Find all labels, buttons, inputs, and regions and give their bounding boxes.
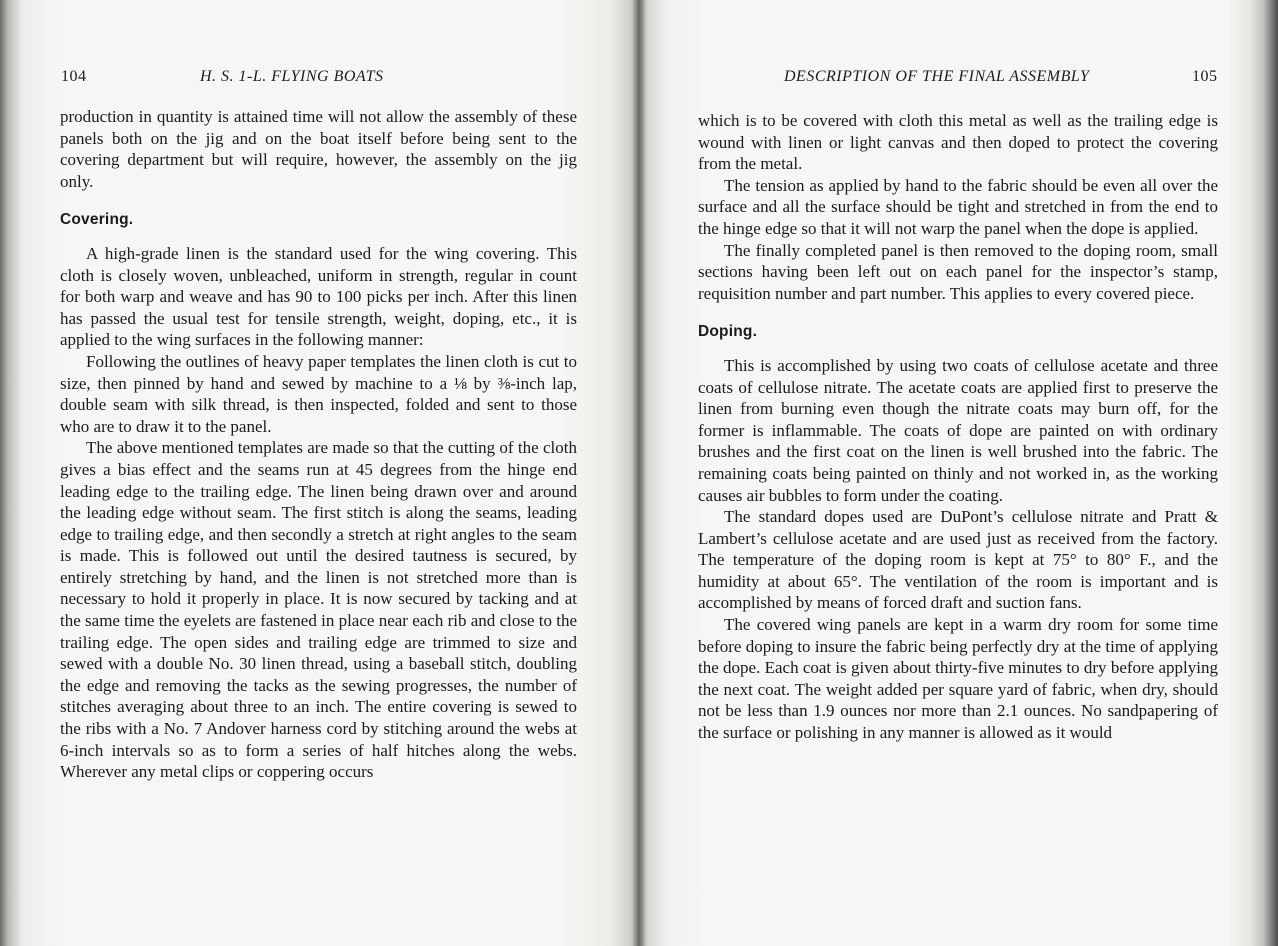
right-page-body: [698, 110, 1218, 744]
page-number: 105: [1192, 68, 1218, 85]
paragraph: The tension as applied by hand to the fabric should be even all over the surface and all the surface should be tight and stretched in from the end to the hinge edge so that it will not warp the panel when the dope is applied.: [698, 175, 1218, 238]
paragraph: This is accomplished by using two coats of cellulose acetate and three coats of cellulose nitrate. The acetate coats are applied first to preserve the linen from burning even though the nitrate coats may burn off, for the former is inflammable. The coats of dope are painted on with ordinary brushes and the first coat on the linen is well brushed into the fabric. The remaining coats being painted on thinly and not worked in, as the working causes air bubbles to form under the coating.: [698, 355, 1218, 505]
paragraph: which is to be covered with cloth this metal as well as the trailing edge is wound with linen or light canvas and then doped to protect the covering from the metal.: [698, 111, 1218, 174]
running-title: DESCRIPTION OF THE FINAL ASSEMBLY: [784, 68, 1090, 85]
paragraph: Following the outlines of heavy paper templates the linen cloth is cut to size, then pinned by hand and sewed by machine to a ⅛ by ⅜-inch lap, double seam with silk thread, is then inspected, folded and sent to those who are to draw it to the panel.: [60, 351, 577, 436]
section-heading: Doping.: [698, 323, 758, 341]
page-number: 104: [61, 68, 87, 85]
paragraph: A high-grade linen is the standard used for the wing covering. This cloth is closely woven, unbleached, uniform in strength, regular in count for both warp and weave and has 90 to 100 picks per inch. After this linen has passed the usual test for tensile strength, weight, doping, etc., it is applied to the wing surfaces in the following manner:: [60, 243, 577, 350]
book-gutter: [632, 0, 646, 946]
paragraph: The covered wing panels are kept in a warm dry room for some time before doping to insure the fabric being perfectly dry at the time of applying the dope. Each coat is given about thirty-five minutes to dry before applying the next coat. The weight added per square yard of fabric, when dry, should not be less than 1.9 ounces nor more than 2.1 ounces. No sandpapering of the surface or polishing in any manner is allowed as it would: [698, 615, 1218, 743]
paragraph: The finally completed panel is then removed to the doping room, small sections having been left out on each panel for the inspector’s stamp, requisition number and part number. This applies to every covered piece.: [698, 240, 1218, 303]
right-page: [638, 0, 1278, 946]
paragraph: The standard dopes used are DuPont’s cellulose nitrate and Pratt & Lambert’s cellulose acetate and are used just as received from the factory. The temperature of the doping room is kept at 75° to 80° F., and the humidity at about 65°. The ventilation of the room is important and is accomplished by means of forced draft and suction fans.: [698, 507, 1218, 613]
running-title: H. S. 1-L. FLYING BOATS: [200, 68, 384, 85]
left-page-body: [60, 106, 577, 783]
left-page: [0, 0, 638, 946]
section-heading: Covering.: [60, 211, 134, 229]
paragraph: The above mentioned templates are made so that the cutting of the cloth gives a bias effect and the seams run at 45 degrees from the hinge end leading edge to the trailing edge. The linen being drawn over and around the leading edge without seam. The first stitch is along the seams, leading edge to trailing edge, and then secondly a stretch at right angles to the seam is made. This is followed out until the desired tautness is secured, by entirely stretching by hand, and the linen is not stretched more than is necessary to hold it properly in place. It is now secured by tacking and at the same time the eyelets are fastened in place near each rib and close to the trailing edge. The open sides and trailing edge are trimmed to size and sewed with a double No. 30 linen thread, using a baseball stitch, doubling the edge and removing the tacks as the sewing progresses, the number of stitches averaging about three to an inch. The entire covering is sewed to the ribs with a No. 7 Andover harness cord by stitching around the webs at 6-inch intervals so as to form a series of half hitches along the webs. Wherever any metal clips or coppering occurs: [60, 438, 577, 782]
paragraph: production in quantity is attained time will not allow the assembly of these panels both on the jig and on the boat itself before being sent to the covering department but will require, however, the assembly on the jig only.: [60, 107, 577, 191]
